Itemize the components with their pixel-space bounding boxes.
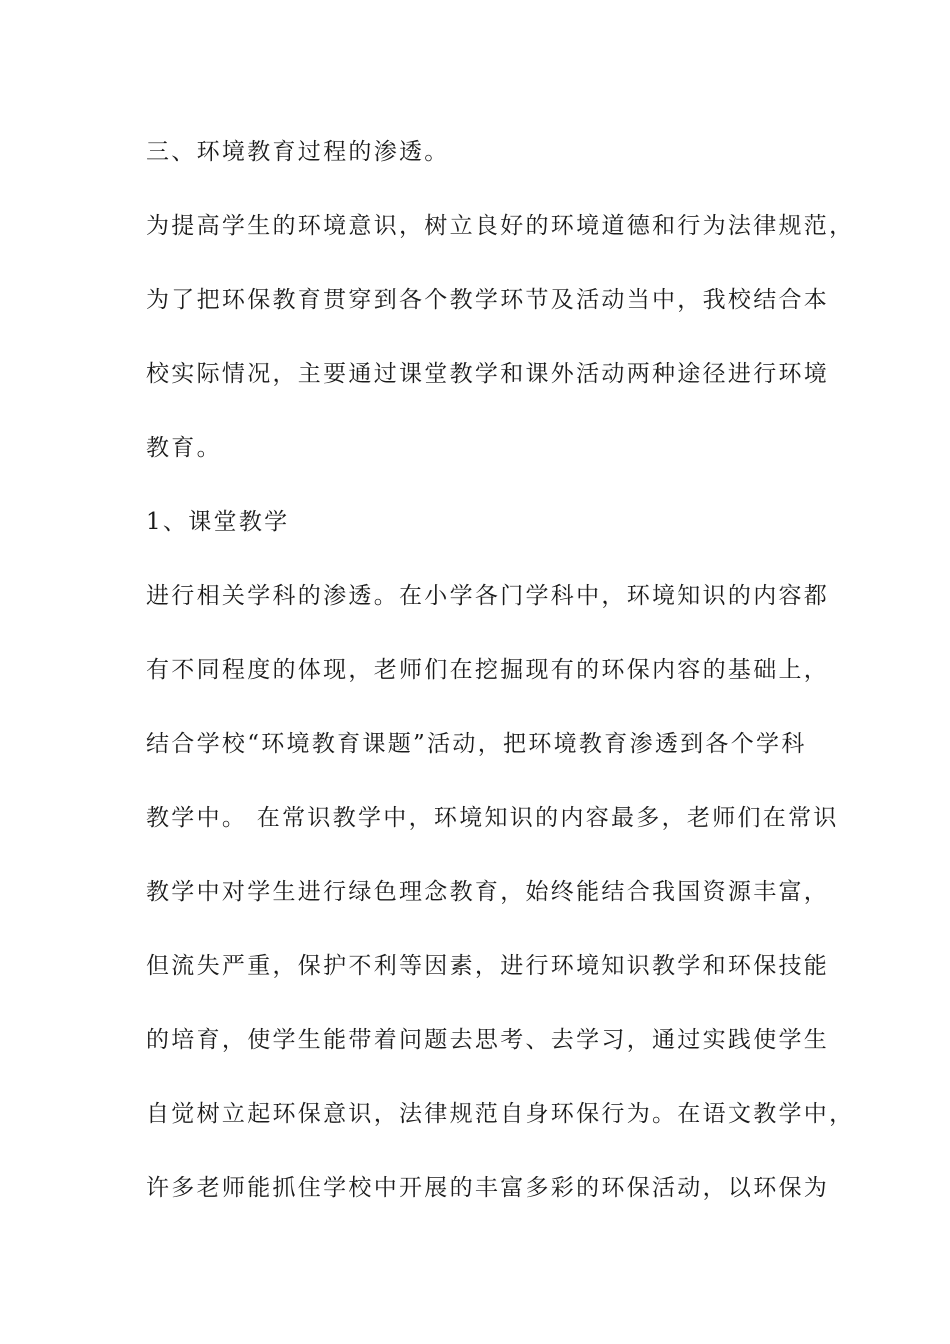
paragraph-line: 教育。 — [146, 435, 222, 461]
paragraph-line: 进行相关学科的渗透。在小学各门学科中，环境知识的内容都 — [146, 583, 830, 609]
paragraph-line: 教学中。 在常识教学中，环境知识的内容最多，老师们在常识 — [146, 805, 839, 831]
paragraph-line: 的培育，使学生能带着问题去思考、去学习，通过实践使学生 — [146, 1027, 830, 1053]
paragraph-line: 为了把环保教育贯穿到各个教学环节及活动当中，我校结合本 — [146, 287, 830, 313]
paragraph-line: 但流失严重，保护不利等因素，进行环境知识教学和环保技能 — [146, 953, 830, 979]
paragraph-line: 校实际情况，主要通过课堂教学和课外活动两种途径进行环境 — [146, 361, 830, 387]
paragraph-line: 结合学校“环境教育课题”活动，把环境教育渗透到各个学科 — [146, 731, 807, 757]
subsection-heading: 1、课堂教学 — [146, 509, 290, 535]
paragraph-line: 自觉树立起环保意识，法律规范自身环保行为。在语文教学中， — [146, 1101, 855, 1127]
paragraph-line: 有不同程度的体现，老师们在挖掘现有的环保内容的基础上， — [146, 657, 830, 683]
paragraph-line: 教学中对学生进行绿色理念教育，始终能结合我国资源丰富， — [146, 879, 830, 905]
paragraph-line: 为提高学生的环境意识，树立良好的环境道德和行为法律规范， — [146, 213, 855, 239]
paragraph-line: 许多老师能抓住学校中开展的丰富多彩的环保活动，以环保为 — [146, 1175, 830, 1201]
section-heading: 三、环境教育过程的渗透。 — [146, 139, 450, 165]
